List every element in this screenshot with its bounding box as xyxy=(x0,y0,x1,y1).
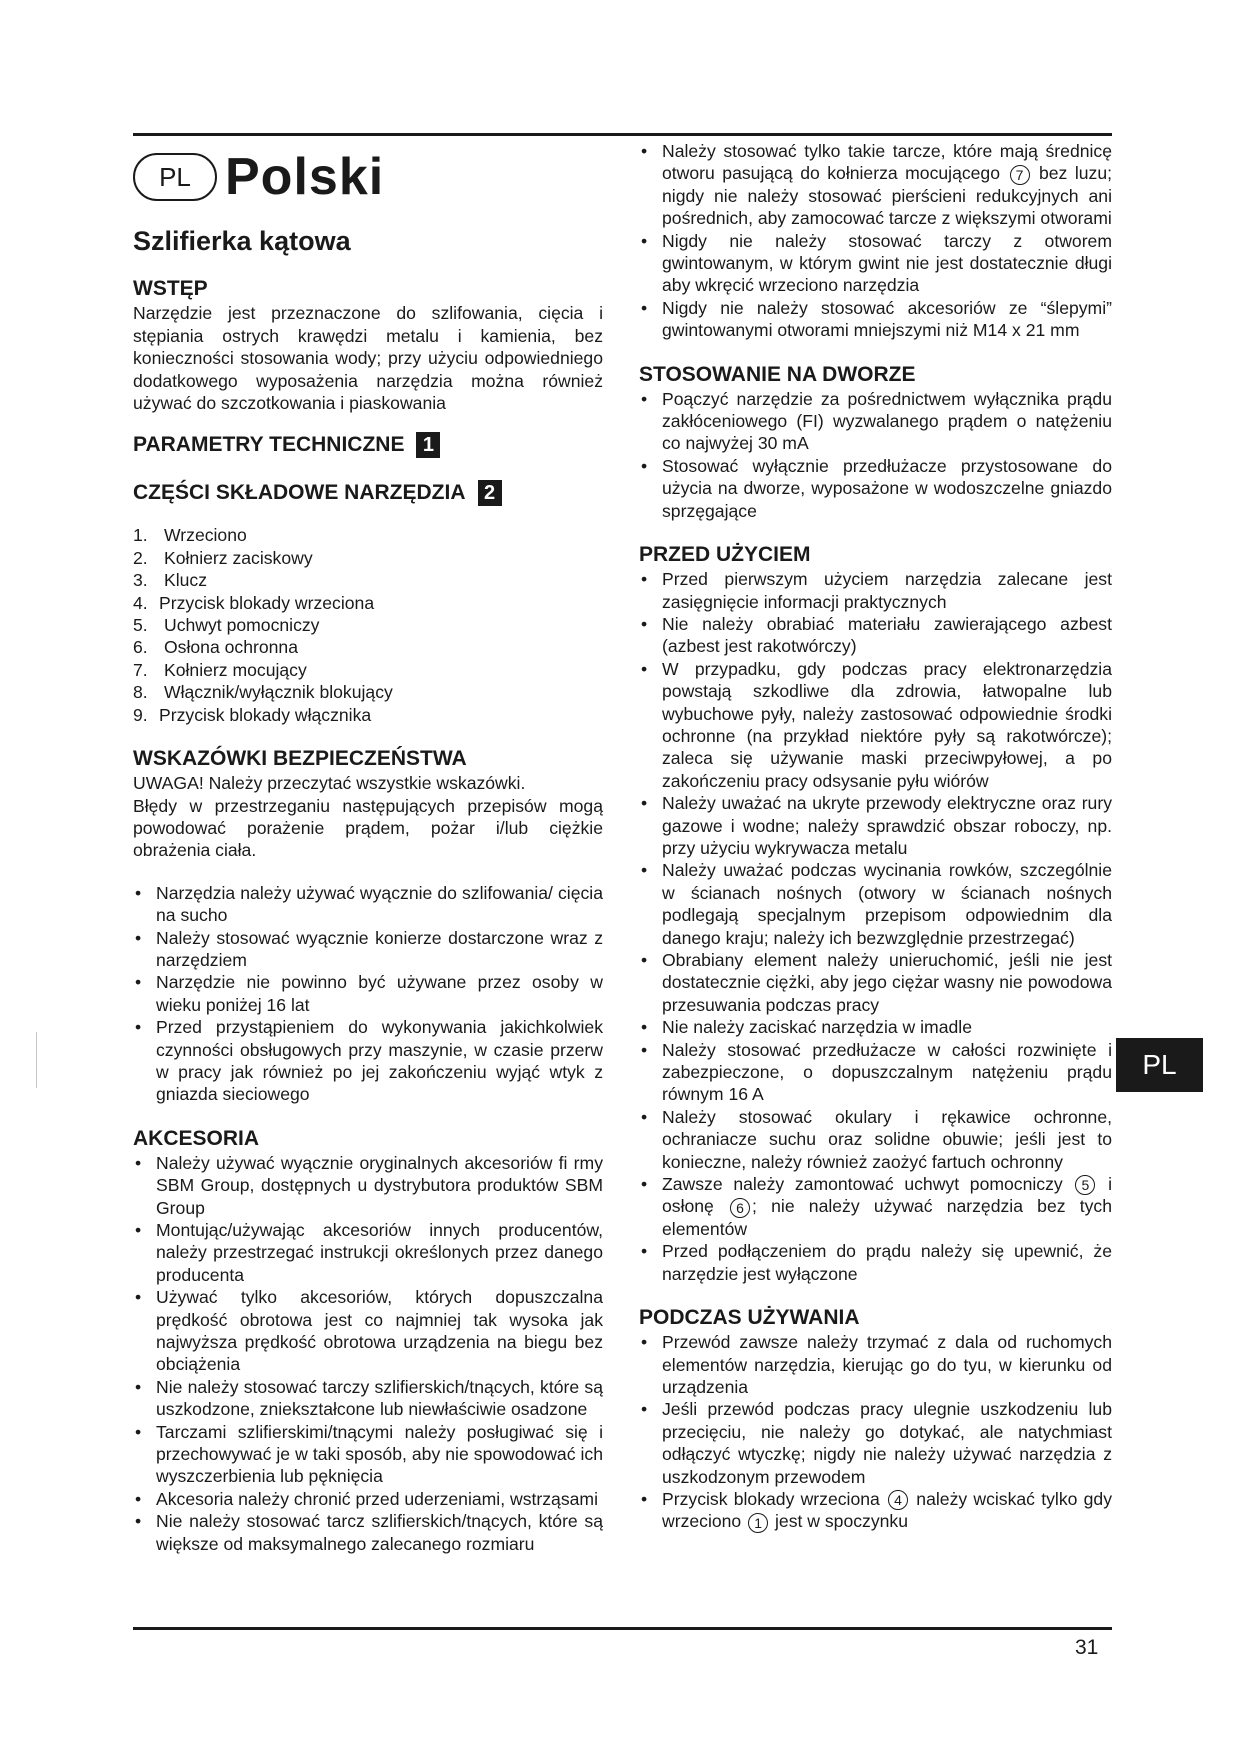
margin-mark xyxy=(36,1032,37,1088)
list-item: • Należy stosować wyącznie konierze dostarczone wraz z narzędziem xyxy=(133,927,603,972)
before-use-heading: PRZED UŻYCIEM xyxy=(639,543,811,567)
specs-section xyxy=(133,432,603,458)
accessories-list-continued xyxy=(639,140,1112,342)
list-item: 4. Przycisk blokady wrzeciona xyxy=(133,592,375,613)
list-item: • Poączyć narzędzie za pośrednictwem wyłącznika prądu zakłóceniowego (FI) wyzwalanego prądem o natężeniu co najwyżej 30 mA xyxy=(639,388,1112,455)
specs-heading: PARAMETRY TECHNICZNE xyxy=(133,433,405,457)
list-item: • Należy stosować przedłużacze w całości rozwinięte i zabezpieczone, o dopuszczalnym natężeniu prądu równym 16 A xyxy=(639,1039,1112,1106)
list-item: • Należy używać wyącznie oryginalnych akcesoriów fi rmy SBM Group, dostępnych u dystrybutora produktów SBM Group xyxy=(133,1152,603,1219)
outdoor-heading: STOSOWANIE NA DWORZE xyxy=(639,362,916,386)
list-item: • Używać tylko akcesoriów, których dopuszczalna prędkość obrotowa jest co najmniej tak wysoka jak najwyższa prędkość obrotowa urządzenia na biegu bez obciążenia xyxy=(133,1286,603,1376)
language-side-tab: PL xyxy=(1116,1038,1203,1092)
part-ref-badge: 6 xyxy=(730,1198,750,1218)
part-ref-badge: 7 xyxy=(1010,165,1030,185)
list-item: • Należy stosować okulary i rękawice ochronne, ochraniacze suchu oraz solidne obuwie; jeśli jest to konieczne, należy również zaożyć fartuch ochronny xyxy=(639,1106,1112,1173)
list-item: • Narzędzie nie powinno być używane przez osoby w wieku poniżej 16 lat xyxy=(133,971,603,1016)
list-item: 8. Włącznik/wyłącznik blokujący xyxy=(133,682,393,703)
list-item: • Jeśli przewód podczas pracy ulegnie uszkodzeniu lub przecięciu, nie należy go dotykać, ale natychmiast odłączyć wtyczkę; nigdy nie należy używać narzędzia z uszkodzonym przewodem xyxy=(639,1398,1112,1488)
parts-list xyxy=(133,524,603,726)
figure-ref-badge: 1 xyxy=(416,432,440,458)
list-item: • Nie należy stosować tarcz szlifierskich/tnących, które są większe od maksymalnego zalecanego rozmiaru xyxy=(133,1510,603,1555)
list-item: • Nie należy zaciskać narzędzia w imadle xyxy=(639,1016,1112,1038)
part-ref-badge: 4 xyxy=(888,1490,908,1510)
page-number: 31 xyxy=(1075,1636,1099,1659)
list-item: • Obrabiany element należy unieruchomić, jeśli nie jest dostatecznie ciężki, aby jego ciężar wasny nie powodowa przesuwania podczas pracy xyxy=(639,949,1112,1016)
list-item: • W przypadku, gdy podczas pracy elektronarzędzia powstają szkodliwe dla zdrowia, łatwopalne lub wybuchowe pyły, należy zastosować odpowiednie środki ochronne (na przykład niektóre pyły są rakotwórcze); zaleca się używanie maski przeciwpyłowej, a po zakończeniu pracy odsysanie pyłu wiórów xyxy=(639,658,1112,792)
list-item: • Narzędzia należy używać wyącznie do szlifowania/ cięcia na sucho xyxy=(133,882,603,927)
before-use-list xyxy=(639,568,1112,1285)
list-item: • Stosować wyłącznie przedłużacze przystosowane do użycia na dworze, wyposażone w wodoszczelne gniazdo sprzęgające xyxy=(639,455,1112,522)
list-item: • Przycisk blokady wrzeciona 4 należy wciskać tylko gdy wrzeciono 1 jest w spoczynku xyxy=(639,1488,1112,1533)
list-item: 5. Uchwyt pomocniczy xyxy=(133,615,320,636)
list-item: 2. Kołnierz zaciskowy xyxy=(133,547,313,568)
language-badge: PL xyxy=(133,153,217,201)
intro-heading: WSTĘP xyxy=(133,277,208,301)
list-item: • Należy uważać podczas wycinania rowków, szczególnie w ścianach nośnych (otwory w ścianach nośnych podlegają specjalnym przepisom odpowiednim dla danego kraju; należy ich bezwzględnie przestrzegać) xyxy=(639,859,1112,949)
document-subtitle: Szlifierka kątowa xyxy=(133,226,351,256)
list-item: • Przed przystąpieniem do wykonywania jakichkolwiek czynności obsługowych przy maszynie, w czasie przerw w pracy jak również po jej zakończeniu wyjąć wtyk z gniazda sieciowego xyxy=(133,1016,603,1106)
list-item: 7. Kołnierz mocujący xyxy=(133,659,307,680)
list-item: • Nigdy nie należy stosować tarczy z otworem gwintowanym, w którym gwint nie jest dostatecznie długi aby wkręcić wrzeciono narzędzia xyxy=(639,230,1112,297)
safety-heading: WSKAZÓWKI BEZPIECZEŃSTWA xyxy=(133,747,467,771)
list-item: • Przed podłączeniem do prądu należy się upewnić, że narzędzie jest wyłączone xyxy=(639,1240,1112,1285)
list-item: • Akcesoria należy chronić przed uderzeniami, wstrząsami xyxy=(133,1488,603,1510)
safety-warning: UWAGA! Należy przeczytać wszystkie wskazówki. xyxy=(133,773,526,794)
part-ref-badge: 5 xyxy=(1075,1175,1095,1195)
intro-text: Narzędzie jest przeznaczone do szlifowania, cięcia i stępiania ostrych krawędzi metalu i kamienia, bez konieczności stosowania wody; przy użyciu odpowiedniego dodatkowego wyposażenia narzędzia można również używać do szczotkowania i piaskowania xyxy=(133,303,603,414)
list-item: • Montując/używając akcesoriów innych producentów, należy przestrzegać instrukcji określonych przez danego producenta xyxy=(133,1219,603,1286)
part-ref-badge: 1 xyxy=(748,1513,768,1533)
left-column xyxy=(133,140,603,1555)
figure-ref-badge: 2 xyxy=(478,480,502,506)
during-use-list xyxy=(639,1331,1112,1533)
parts-heading: CZĘŚCI SKŁADOWE NARZĘDZIA xyxy=(133,481,466,505)
list-item: • Przewód zawsze należy trzymać z dala od ruchomych elementów narzędzia, kierując go do tyu, w kierunku od urządzenia xyxy=(639,1331,1112,1398)
list-item: 3. Klucz xyxy=(133,570,208,591)
safety-text: Błędy w przestrzeganiu następujących przepisów mogą powodować porażenie prądem, pożar i/lub ciężkie obrażenia ciała. xyxy=(133,795,603,861)
outdoor-list xyxy=(639,388,1112,522)
title-row xyxy=(133,146,603,208)
list-item: • Przed pierwszym użyciem narzędzia zalecane jest zasięgnięcie informacji praktycznych xyxy=(639,568,1112,613)
list-item: 1. Wrzeciono xyxy=(133,525,247,546)
list-item: 9. Przycisk blokady włącznika xyxy=(133,704,372,725)
safety-list xyxy=(133,882,603,1106)
list-item: • Zawsze należy zamontować uchwyt pomocniczy 5 i osłonę 6 ; nie należy używać narzędzia bez tych elementów xyxy=(639,1173,1112,1240)
list-item: • Nigdy nie należy stosować akcesoriów ze “ślepymi” gwintowanymi otworami mniejszymi niż M14 x 21 mm xyxy=(639,297,1112,342)
accessories-heading: AKCESORIA xyxy=(133,1126,260,1150)
list-item: 6. Osłona ochronna xyxy=(133,637,298,658)
list-item: • Tarczami szlifierskimi/tnącymi należy posługiwać się i przechowywać je w taki sposób, aby nie spowodować ich wyszczerbienia lub pęknięcia xyxy=(133,1421,603,1488)
parts-section xyxy=(133,480,603,506)
list-item: • Należy uważać na ukryte przewody elektryczne oraz rury gazowe i wodne; należy sprawdzić obszar roboczy, np. przy użyciu wykrywacza metalu xyxy=(639,792,1112,859)
bottom-rule xyxy=(133,1627,1112,1630)
top-rule xyxy=(133,133,1112,136)
right-column xyxy=(639,140,1112,1533)
page-title: Polski xyxy=(225,147,385,206)
during-use-heading: PODCZAS UŻYWANIA xyxy=(639,1306,860,1330)
accessories-list xyxy=(133,1152,603,1555)
list-item: • Należy stosować tylko takie tarcze, które mają średnicę otworu pasującą do kołnierza mocującego 7 bez luzu; nigdy nie należy stosować pierścieni redukcyjnych ani pośrednich, aby zamocować tarcze z większymi otworami xyxy=(639,140,1112,230)
list-item: • Nie należy stosować tarczy szlifierskich/tnących, które są uszkodzone, zniekształcone lub niewłaściwie osadzone xyxy=(133,1376,603,1421)
list-item: • Nie należy obrabiać materiału zawierającego azbest (azbest jest rakotwórczy) xyxy=(639,613,1112,658)
